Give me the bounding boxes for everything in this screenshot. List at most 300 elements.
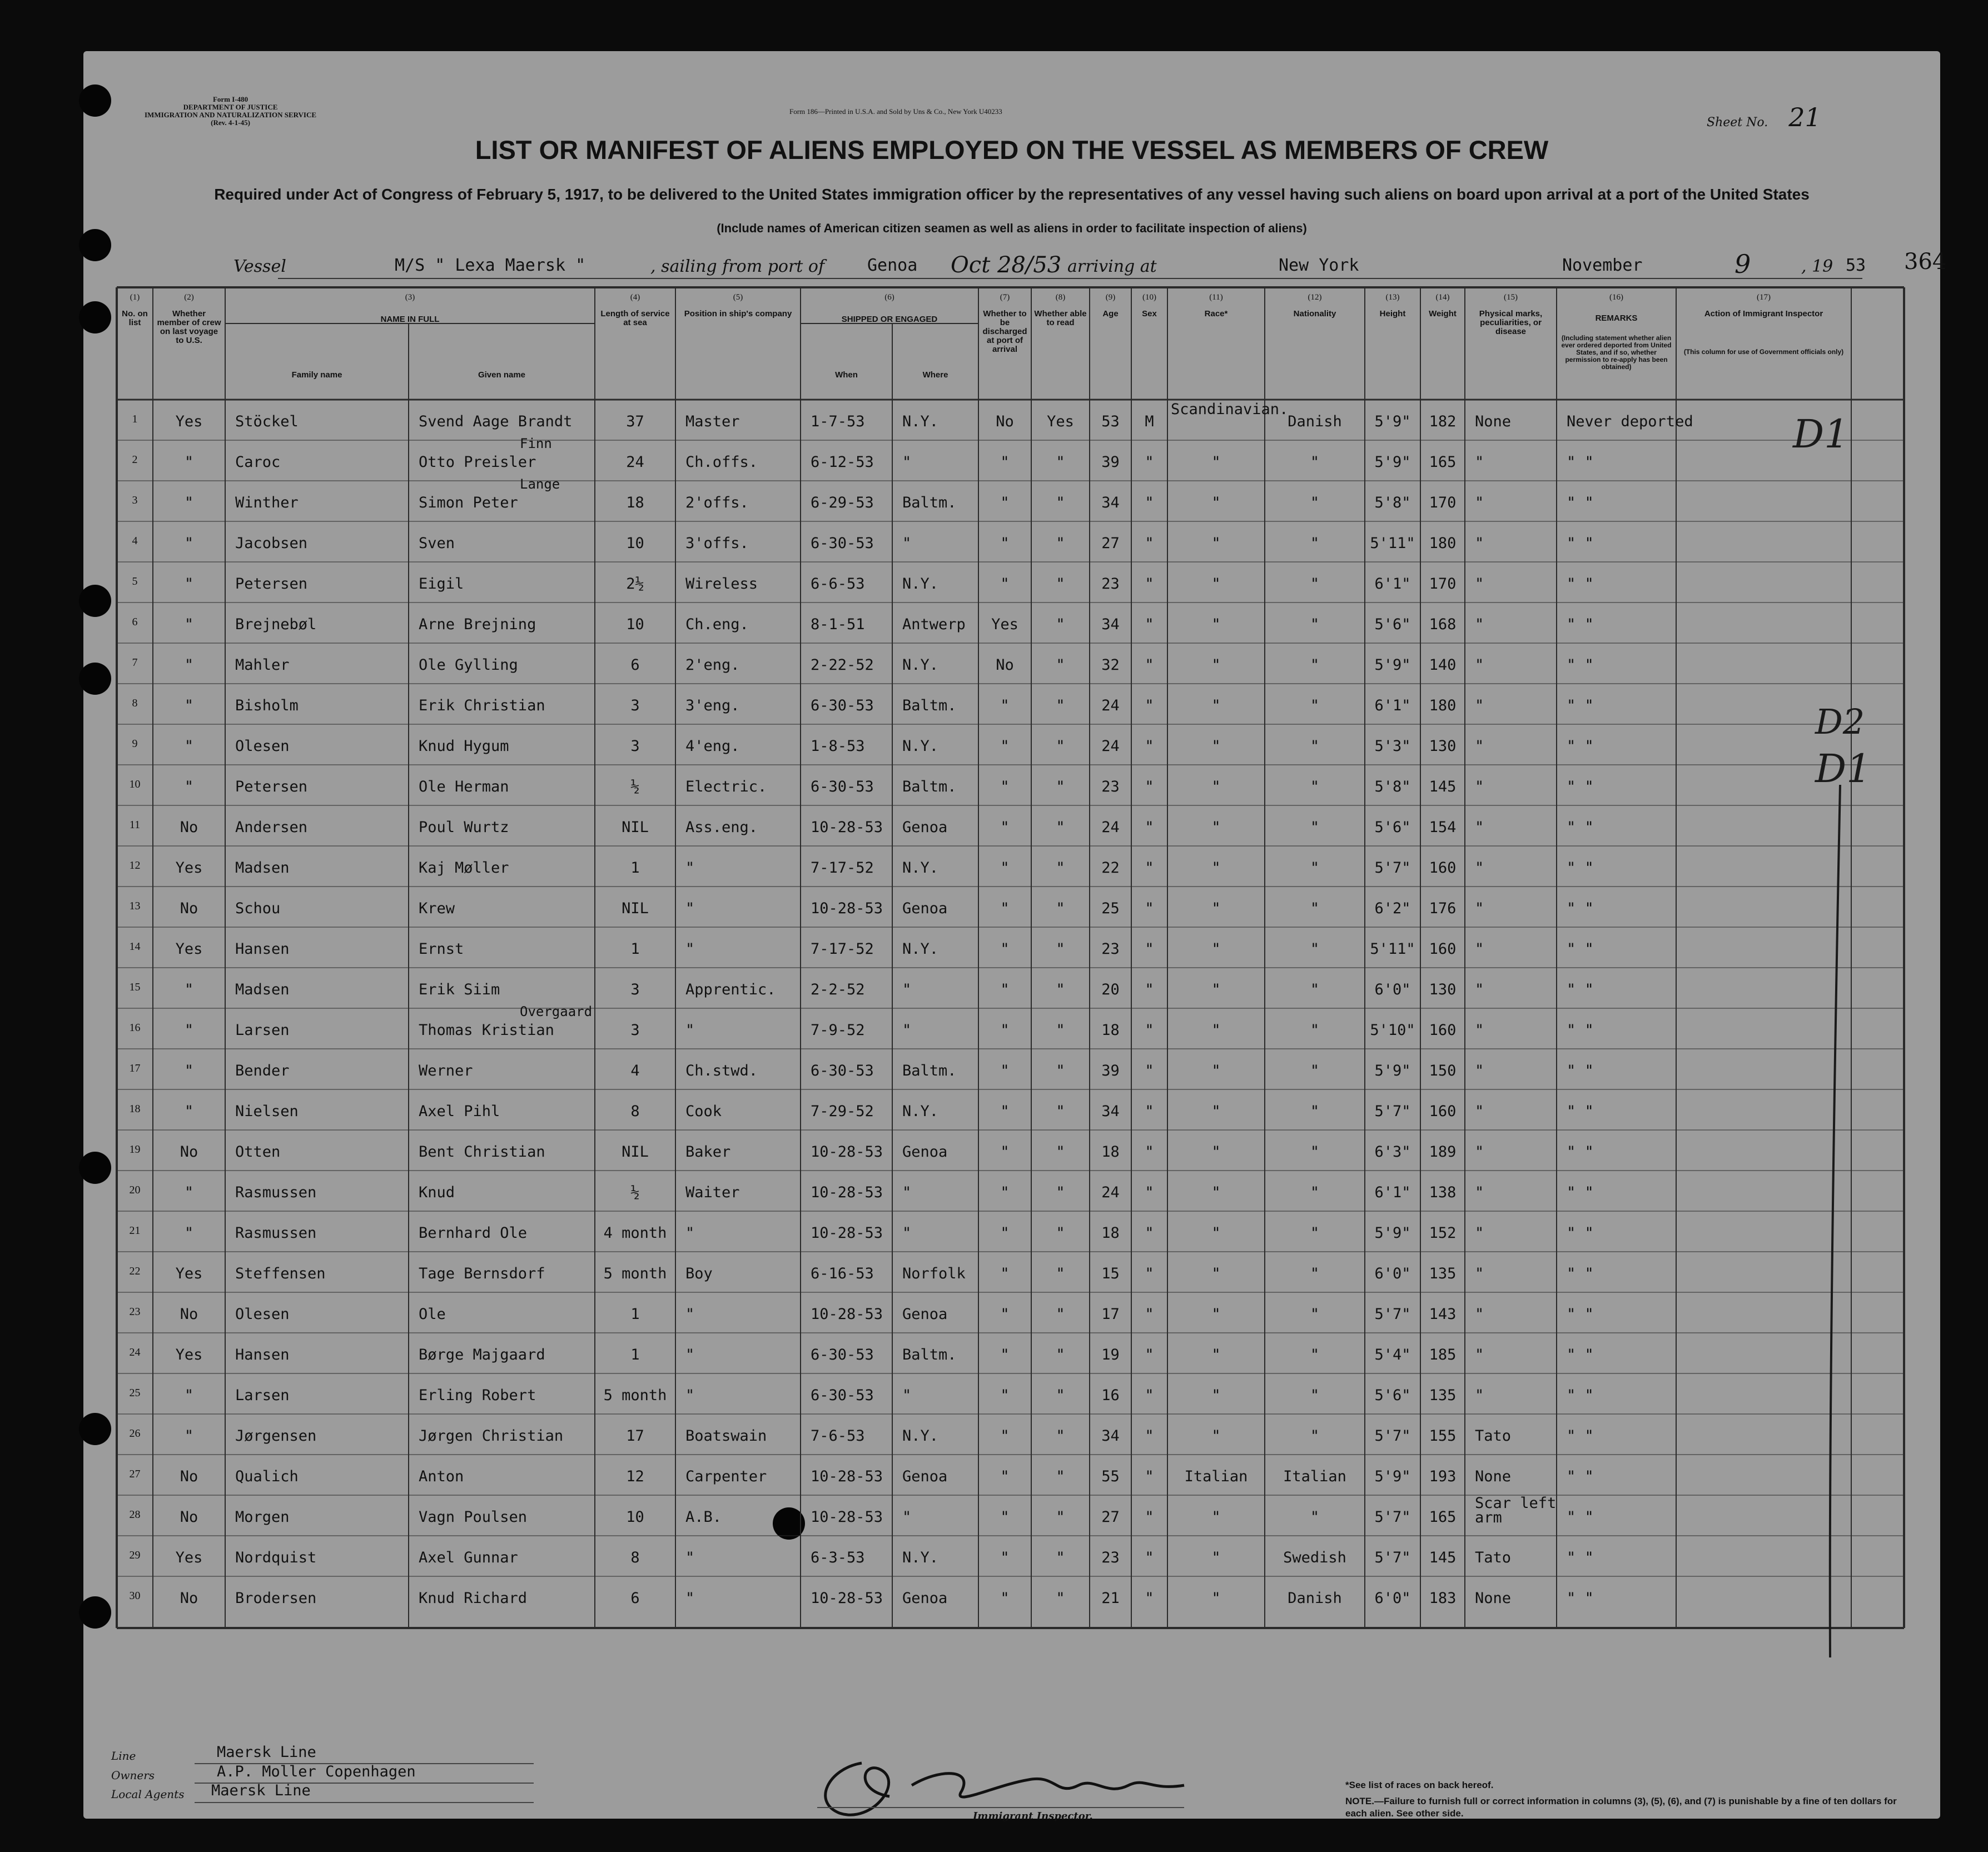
cell-n: 21 <box>129 1224 141 1237</box>
cell-position: " <box>685 1590 695 1607</box>
cell-nat: " <box>1310 738 1320 755</box>
cell-family: Otten <box>235 1143 281 1161</box>
column-number: (14) <box>1435 293 1450 302</box>
cell-race: " <box>1211 1265 1221 1282</box>
cell-weight: 182 <box>1429 413 1457 430</box>
cell-sex: " <box>1145 1468 1154 1485</box>
cell-service: 17 <box>626 1427 644 1445</box>
cell-weight: 183 <box>1429 1590 1457 1607</box>
cell-height: 5'6" <box>1374 616 1411 633</box>
cell-family: Morgen <box>235 1509 290 1526</box>
cell-nat: " <box>1310 819 1320 836</box>
cell-given: Vagn Poulsen <box>419 1509 528 1526</box>
cell-discharge: " <box>1000 1184 1010 1201</box>
cell-service: 1 <box>630 940 640 958</box>
cell-age: 22 <box>1101 859 1120 877</box>
cell-service: 4 <box>630 1062 640 1079</box>
column-header: REMARKS <box>1595 313 1638 323</box>
cell-weight: 176 <box>1429 900 1457 917</box>
cell-where: Baltm. <box>902 494 957 511</box>
cell-race: " <box>1211 616 1221 633</box>
cell-marks: " <box>1475 1224 1484 1242</box>
cell-prev: No <box>180 819 198 836</box>
cell-when: 6-30-53 <box>811 778 874 795</box>
cell-family: Caroc <box>235 454 281 471</box>
cell-when: 8-1-51 <box>811 616 865 633</box>
cell-discharge: Yes <box>991 616 1018 633</box>
cell-weight: 154 <box>1429 819 1457 836</box>
cell-discharge: " <box>1000 697 1010 714</box>
cell-service: 8 <box>630 1549 640 1566</box>
cell-given: Bernhard Ole <box>419 1224 528 1242</box>
cell-marks: " <box>1475 819 1484 836</box>
column-number: (9) <box>1105 293 1116 302</box>
cell-read: " <box>1056 738 1065 755</box>
cell-weight: 165 <box>1429 1509 1457 1526</box>
cell-family: Rasmussen <box>235 1184 317 1201</box>
cell-service: 1 <box>630 1346 640 1363</box>
cell-where: Genoa <box>902 1468 948 1485</box>
cell-race: " <box>1211 575 1221 593</box>
cell-weight: 145 <box>1429 1549 1457 1566</box>
cell-remarks: " " <box>1567 1224 1594 1242</box>
cell-sex: " <box>1145 535 1154 552</box>
cell-sex: " <box>1145 1103 1154 1120</box>
cell-when: 6-16-53 <box>811 1265 874 1282</box>
cell-discharge: " <box>1000 738 1010 755</box>
cell-nat: " <box>1310 940 1320 958</box>
cell-service: 3 <box>630 738 640 755</box>
cell-height: 5'7" <box>1374 1509 1411 1526</box>
cell-weight: 155 <box>1429 1427 1457 1445</box>
page-title: LIST OR MANIFEST OF ALIENS EMPLOYED ON THE VESSEL AS MEMBERS OF CREW <box>475 135 1549 165</box>
cell-remarks: " " <box>1567 819 1594 836</box>
cell-height: 6'0" <box>1374 1590 1411 1607</box>
cell-where: Baltm. <box>902 778 957 795</box>
cell-service: 1 <box>630 859 640 877</box>
cell-when: 6-6-53 <box>811 575 865 593</box>
cell-discharge: No <box>996 413 1014 430</box>
cell-age: 34 <box>1101 494 1120 511</box>
cell-where: N.Y. <box>902 1103 939 1120</box>
cell-age: 27 <box>1101 535 1120 552</box>
cell-sex: " <box>1145 1265 1154 1282</box>
cell-position: Electric. <box>685 778 767 795</box>
column-header: Whether able to read <box>1034 309 1087 327</box>
cell-prev: Yes <box>175 1265 203 1282</box>
cell-remarks: " " <box>1567 1387 1594 1404</box>
cell-when: 7-29-52 <box>811 1103 874 1120</box>
column-header: Length of service at sea <box>600 309 670 327</box>
cell-discharge: " <box>1000 819 1010 836</box>
races-note: *See list of races on back hereof. <box>1345 1780 1494 1790</box>
cell-when: 6-30-53 <box>811 1062 874 1079</box>
cell-marks: Scar left arm <box>1475 1495 1557 1526</box>
cell-where: Norfolk <box>902 1265 966 1282</box>
cell-service: 3 <box>630 981 640 998</box>
cell-n: 28 <box>129 1509 141 1521</box>
cell-discharge: " <box>1000 1509 1010 1526</box>
cell-service: 18 <box>626 494 644 511</box>
cell-remarks: " " <box>1567 778 1594 795</box>
cell-height: 5'9" <box>1374 1224 1411 1242</box>
cell-weight: 150 <box>1429 1062 1457 1079</box>
cell-weight: 135 <box>1429 1387 1457 1404</box>
cell-family: Mahler <box>235 656 290 674</box>
cell-nat: " <box>1310 1022 1320 1039</box>
cell-marks: Tato <box>1475 1427 1512 1445</box>
cell-position: 3'offs. <box>685 535 749 552</box>
cell-position: Ch.stwd. <box>685 1062 758 1079</box>
cell-read: " <box>1056 1143 1065 1161</box>
cell-age: 23 <box>1101 575 1120 593</box>
cell-remarks: Never deported <box>1567 413 1693 430</box>
sheet-number: Sheet No. 21 <box>1707 102 1821 132</box>
cell-given-extra: Finn <box>520 436 552 451</box>
cell-weight: 170 <box>1429 494 1457 511</box>
cell-age: 25 <box>1101 900 1120 917</box>
cell-remarks: " " <box>1567 575 1594 593</box>
cell-age: 39 <box>1101 454 1120 471</box>
cell-service: 8 <box>630 1103 640 1120</box>
stamp-number: 364 <box>1904 249 1947 275</box>
cell-service: 1 <box>630 1306 640 1323</box>
column-header: Weight <box>1429 309 1457 318</box>
cell-where: Genoa <box>902 900 948 917</box>
cell-where: N.Y. <box>902 738 939 755</box>
cell-discharge: " <box>1000 1224 1010 1242</box>
cell-family: Madsen <box>235 859 290 877</box>
footer-agents-value: Maersk Line <box>211 1782 311 1799</box>
cell-service: 24 <box>626 454 644 471</box>
cell-age: 23 <box>1101 778 1120 795</box>
cell-n: 22 <box>129 1265 141 1277</box>
cell-position: Waiter <box>685 1184 740 1201</box>
arriving-label: arriving at <box>1067 257 1157 276</box>
column-number: (1) <box>130 293 140 302</box>
cell-prev: " <box>184 1427 194 1445</box>
cell-weight: 180 <box>1429 535 1457 552</box>
cell-age: 53 <box>1101 413 1120 430</box>
cell-given: Knud Hygum <box>419 738 509 755</box>
cell-discharge: " <box>1000 1143 1010 1161</box>
cell-height: 6'1" <box>1374 575 1411 593</box>
cell-weight: 185 <box>1429 1346 1457 1363</box>
cell-sex: " <box>1145 1427 1154 1445</box>
cell-discharge: " <box>1000 454 1010 471</box>
cell-discharge: " <box>1000 1468 1010 1485</box>
cell-remarks: " " <box>1567 1103 1594 1120</box>
cell-sex: " <box>1145 981 1154 998</box>
column-header: Whether member of crew on last voyage to U.S. <box>157 309 221 345</box>
cell-service: NIL <box>622 819 649 836</box>
cell-n: 17 <box>129 1062 141 1074</box>
cell-service: 3 <box>630 1022 640 1039</box>
cell-n: 7 <box>132 656 138 669</box>
cell-age: 39 <box>1101 1062 1120 1079</box>
cell-when: 6-12-53 <box>811 454 874 471</box>
cell-race: " <box>1211 656 1221 674</box>
cell-n: 25 <box>129 1387 141 1399</box>
cell-family: Andersen <box>235 819 308 836</box>
cell-race: " <box>1211 454 1221 471</box>
cell-age: 21 <box>1101 1590 1120 1607</box>
given-name-header: Given name <box>478 370 526 380</box>
cell-discharge: " <box>1000 859 1010 877</box>
cell-n: 23 <box>129 1306 141 1318</box>
cell-service: 4 month <box>603 1224 667 1242</box>
cell-where: " <box>902 1224 912 1242</box>
cell-weight: 180 <box>1429 697 1457 714</box>
column-header: No. on list <box>122 309 148 327</box>
cell-where: N.Y. <box>902 1427 939 1445</box>
cell-position: " <box>685 940 695 958</box>
cell-n: 3 <box>132 494 138 506</box>
cell-nat: " <box>1310 656 1320 674</box>
cell-read: " <box>1056 981 1065 998</box>
cell-where: " <box>902 1184 912 1201</box>
cell-read: " <box>1056 1062 1065 1079</box>
cell-nat: " <box>1310 1509 1320 1526</box>
cell-discharge: No <box>996 656 1014 674</box>
cell-prev: " <box>184 1387 194 1404</box>
cell-sex: " <box>1145 616 1154 633</box>
column-number: (4) <box>630 293 640 302</box>
cell-race: " <box>1211 1387 1221 1404</box>
cell-marks: " <box>1475 1387 1484 1404</box>
cell-where: Genoa <box>902 1143 948 1161</box>
cell-where: " <box>902 1022 912 1039</box>
cell-marks: " <box>1475 859 1484 877</box>
remarks-note: (Including statement whether alien ever ordered deported from United States, and if so, whether permission to re-apply has been obtained) <box>1561 334 1672 371</box>
cell-when: 10-28-53 <box>811 1224 883 1242</box>
cell-when: 10-28-53 <box>811 900 883 917</box>
cell-marks: " <box>1475 575 1484 593</box>
cell-sex: " <box>1145 1143 1154 1161</box>
cell-when: 10-28-53 <box>811 1184 883 1201</box>
cell-remarks: " " <box>1567 1306 1594 1323</box>
cell-height: 5'11" <box>1370 940 1415 958</box>
cell-read: " <box>1056 1549 1065 1566</box>
cell-marks: " <box>1475 1103 1484 1120</box>
cell-sex: " <box>1145 1062 1154 1079</box>
cell-height: 5'10" <box>1370 1022 1415 1039</box>
cell-position: Ass.eng. <box>685 819 758 836</box>
cell-sex: " <box>1145 900 1154 917</box>
sailing-label: , sailing from port of <box>650 257 825 276</box>
cell-where: " <box>902 454 912 471</box>
cell-position: Master <box>685 413 740 430</box>
cell-nat: " <box>1310 454 1320 471</box>
cell-marks: Tato <box>1475 1549 1512 1566</box>
cell-family: Petersen <box>235 575 308 593</box>
cell-discharge: " <box>1000 1549 1010 1566</box>
cell-family: Bisholm <box>235 697 299 714</box>
cell-position: Cook <box>685 1103 722 1120</box>
inspector-mark: D1 <box>1815 746 1871 791</box>
cell-marks: " <box>1475 981 1484 998</box>
cell-position: Baker <box>685 1143 731 1161</box>
cell-height: 5'9" <box>1374 1062 1411 1079</box>
inspector-mark: D2 <box>1815 701 1865 742</box>
cell-where: N.Y. <box>902 1549 939 1566</box>
cell-discharge: " <box>1000 900 1010 917</box>
cell-nat: " <box>1310 1224 1320 1242</box>
cell-when: 7-17-52 <box>811 940 874 958</box>
column-number: (10) <box>1142 293 1156 302</box>
cell-nat: " <box>1310 1387 1320 1404</box>
cell-service: 5 month <box>603 1265 667 1282</box>
cell-where: " <box>902 1509 912 1526</box>
family-name-header: Family name <box>291 370 342 380</box>
cell-sex: " <box>1145 575 1154 593</box>
inspector-bracket-line <box>1818 779 1851 1669</box>
cell-marks: " <box>1475 1062 1484 1079</box>
cell-prev: " <box>184 778 194 795</box>
cell-nat: " <box>1310 1427 1320 1445</box>
cell-where: Genoa <box>902 1590 948 1607</box>
arrival-port: New York <box>1279 256 1359 275</box>
cell-nat: " <box>1310 535 1320 552</box>
cell-where: N.Y. <box>902 859 939 877</box>
cell-sex: " <box>1145 494 1154 511</box>
cell-when: 7-9-52 <box>811 1022 865 1039</box>
cell-nat: Danish <box>1288 1590 1342 1607</box>
cell-height: 6'0" <box>1374 1265 1411 1282</box>
cell-read: " <box>1056 575 1065 593</box>
cell-given: Kaj Møller <box>419 859 509 877</box>
cell-family: Hansen <box>235 1346 290 1363</box>
cell-read: " <box>1056 697 1065 714</box>
cell-nat: Danish <box>1288 413 1342 430</box>
cell-discharge: " <box>1000 1346 1010 1363</box>
cell-position: " <box>685 1306 695 1323</box>
cell-family: Hansen <box>235 940 290 958</box>
cell-race: " <box>1211 1549 1221 1566</box>
cell-remarks: " " <box>1567 1427 1594 1445</box>
cell-when: 10-28-53 <box>811 1509 883 1526</box>
cell-weight: 160 <box>1429 940 1457 958</box>
cell-age: 34 <box>1101 616 1120 633</box>
cell-remarks: " " <box>1567 1468 1594 1485</box>
cell-remarks: " " <box>1567 1346 1594 1363</box>
cell-n: 5 <box>132 575 138 588</box>
cell-sex: " <box>1145 1590 1154 1607</box>
cell-age: 19 <box>1101 1346 1120 1363</box>
cell-read: " <box>1056 1022 1065 1039</box>
cell-n: 6 <box>132 616 138 628</box>
cell-n: 8 <box>132 697 138 709</box>
cell-prev: No <box>180 1468 198 1485</box>
cell-remarks: " " <box>1567 1062 1594 1079</box>
cell-when: 10-28-53 <box>811 1590 883 1607</box>
cell-nat: " <box>1310 1062 1320 1079</box>
cell-nat: " <box>1310 1265 1320 1282</box>
cell-prev: " <box>184 1062 194 1079</box>
cell-age: 15 <box>1101 1265 1120 1282</box>
cell-service: NIL <box>622 900 649 917</box>
cell-prev: " <box>184 494 194 511</box>
cell-family: Larsen <box>235 1387 290 1404</box>
cell-given: Svend Aage Brandt <box>419 413 573 430</box>
cell-age: 32 <box>1101 656 1120 674</box>
cell-remarks: " " <box>1567 981 1594 998</box>
cell-read: " <box>1056 454 1065 471</box>
cell-where: " <box>902 535 912 552</box>
cell-service: 6 <box>630 1590 640 1607</box>
cell-n: 11 <box>129 819 141 831</box>
cell-where: Genoa <box>902 1306 948 1323</box>
cell-where: Antwerp <box>902 616 966 633</box>
cell-n: 15 <box>129 981 141 993</box>
cell-race: " <box>1211 900 1221 917</box>
cell-position: " <box>685 1022 695 1039</box>
cell-discharge: " <box>1000 1590 1010 1607</box>
cell-age: 18 <box>1101 1143 1120 1161</box>
cell-discharge: " <box>1000 1427 1010 1445</box>
cell-n: 10 <box>129 778 141 790</box>
cell-read: " <box>1056 1306 1065 1323</box>
cell-n: 20 <box>129 1184 141 1196</box>
cell-sex: " <box>1145 1387 1154 1404</box>
cell-prev: No <box>180 1143 198 1161</box>
when-header: When <box>835 370 858 380</box>
cell-marks: " <box>1475 778 1484 795</box>
cell-race: " <box>1211 981 1221 998</box>
column-number: (8) <box>1055 293 1066 302</box>
cell-prev: Yes <box>175 1549 203 1566</box>
cell-remarks: " " <box>1567 738 1594 755</box>
cell-read: " <box>1056 1590 1065 1607</box>
cell-position: " <box>685 1346 695 1363</box>
cell-marks: " <box>1475 1184 1484 1201</box>
cell-prev: " <box>184 1103 194 1120</box>
cell-age: 17 <box>1101 1306 1120 1323</box>
cell-remarks: " " <box>1567 697 1594 714</box>
cell-marks: None <box>1475 1468 1512 1485</box>
cell-given: Knud <box>419 1184 455 1201</box>
cell-race: " <box>1211 1306 1221 1323</box>
cell-marks: " <box>1475 1306 1484 1323</box>
cell-given: Sven <box>419 535 455 552</box>
cell-discharge: " <box>1000 494 1010 511</box>
cell-where: Genoa <box>902 819 948 836</box>
cell-remarks: " " <box>1567 656 1594 674</box>
cell-read: " <box>1056 940 1065 958</box>
cell-given: Thomas Kristian <box>419 1022 554 1039</box>
column-header: Height <box>1379 309 1406 318</box>
cell-where: Baltm. <box>902 1346 957 1363</box>
cell-given: Ole <box>419 1306 446 1323</box>
cell-nat: " <box>1310 1306 1320 1323</box>
column-header: NAME IN FULL <box>380 315 440 324</box>
form-id: Form I-480 DEPARTMENT OF JUSTICE IMMIGRATION AND NATURALIZATION SERVICE (Rev. 4-1-45) <box>145 95 317 127</box>
cell-marks: " <box>1475 1346 1484 1363</box>
cell-given: Simon Peter <box>419 494 518 511</box>
column-header: Race* <box>1204 309 1228 318</box>
cell-sex: " <box>1145 1022 1154 1039</box>
cell-position: " <box>685 1387 695 1404</box>
cell-height: 5'11" <box>1370 535 1415 552</box>
cell-marks: " <box>1475 900 1484 917</box>
cell-race: " <box>1211 1062 1221 1079</box>
cell-position: Wireless <box>685 575 758 593</box>
cell-discharge: " <box>1000 575 1010 593</box>
cell-marks: " <box>1475 697 1484 714</box>
cell-service: 3 <box>630 697 640 714</box>
cell-when: 1-7-53 <box>811 413 865 430</box>
cell-height: 5'8" <box>1374 778 1411 795</box>
